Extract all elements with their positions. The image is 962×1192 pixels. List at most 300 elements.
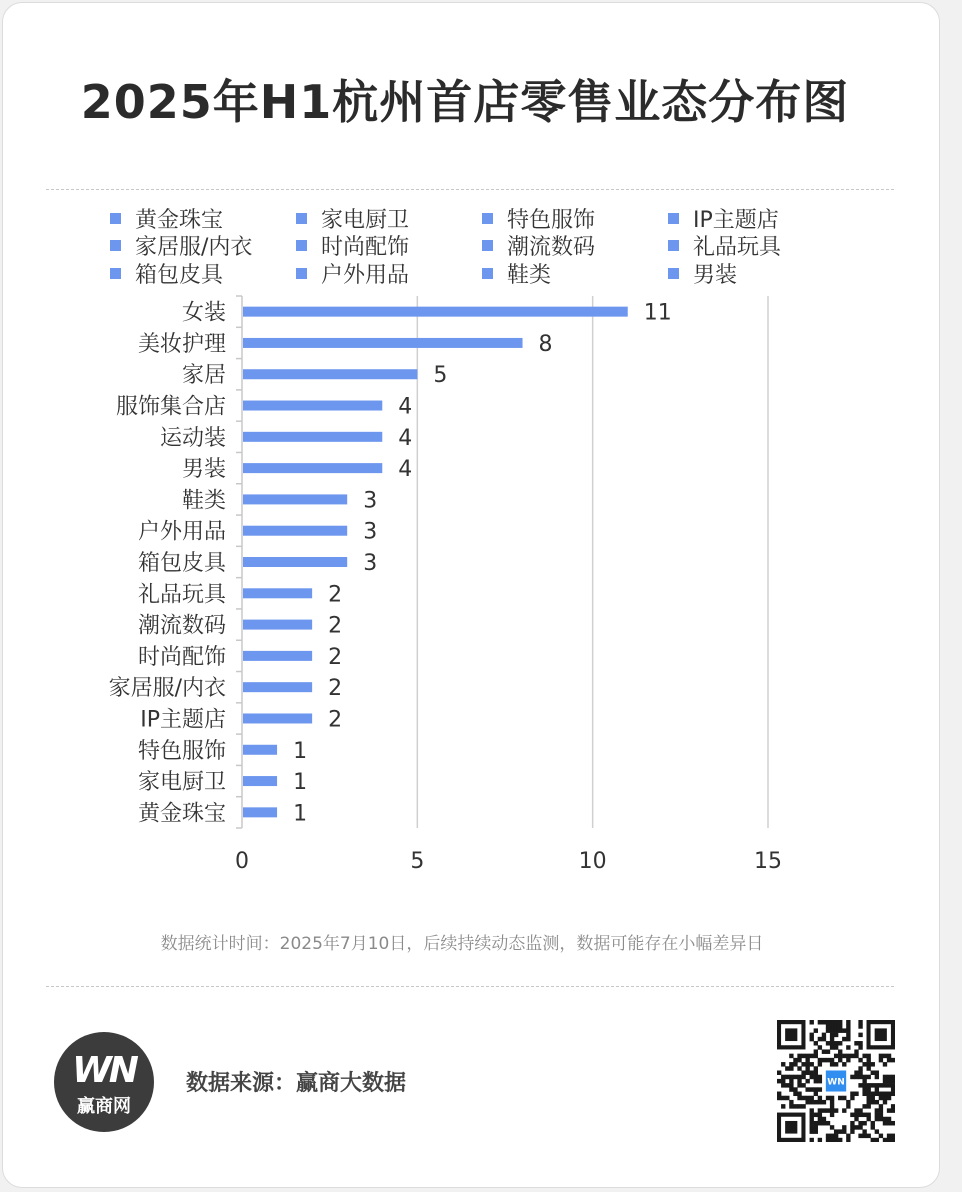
- bar: [243, 588, 312, 598]
- qr-module: [777, 1096, 781, 1101]
- data-label: 3: [363, 551, 378, 576]
- qr-module: [789, 1083, 793, 1088]
- data-label: 2: [328, 676, 343, 702]
- qr-module: [862, 1113, 866, 1118]
- qr-module: [858, 1020, 862, 1025]
- qr-module: [814, 1100, 818, 1105]
- qr-module: [883, 1079, 887, 1084]
- qr-module: [822, 1058, 826, 1063]
- data-label: 5: [433, 363, 448, 389]
- qr-module: [887, 1079, 891, 1084]
- qr-module: [850, 1129, 854, 1134]
- brand-logo: [54, 1032, 154, 1132]
- data-label: 2: [328, 613, 343, 639]
- qr-finder-core: [785, 1121, 797, 1134]
- qr-module: [810, 1125, 814, 1130]
- qr-module: [830, 1020, 834, 1025]
- qr-module: [862, 1087, 866, 1092]
- bar: [243, 745, 277, 755]
- qr-module: [818, 1121, 822, 1126]
- qr-module: [887, 1108, 891, 1113]
- qr-module: [818, 1058, 822, 1063]
- qr-module: [826, 1134, 830, 1139]
- qr-module: [858, 1033, 862, 1038]
- qr-module: [871, 1092, 875, 1097]
- qr-module: [830, 1096, 834, 1101]
- qr-module: [838, 1024, 842, 1029]
- legend-label: 礼品玩具: [693, 234, 782, 260]
- qr-module: [818, 1037, 822, 1042]
- qr-module: [891, 1121, 895, 1126]
- qr-module: [891, 1058, 895, 1063]
- qr-module: [887, 1121, 891, 1126]
- qr-module: [830, 1037, 834, 1042]
- bar: [243, 401, 382, 411]
- qr-module: [814, 1070, 818, 1075]
- qr-module: [818, 1096, 822, 1101]
- qr-module: [887, 1058, 891, 1063]
- qr-module: [818, 1100, 822, 1105]
- qr-module: [814, 1079, 818, 1084]
- qr-module: [887, 1092, 891, 1097]
- category-label: 箱包皮具: [137, 551, 226, 576]
- qr-module: [834, 1020, 838, 1025]
- category-label: 女装: [181, 300, 226, 326]
- qr-module: [805, 1100, 809, 1105]
- qr-module: [858, 1121, 862, 1126]
- qr-module: [858, 1113, 862, 1118]
- qr-module: [830, 1134, 834, 1139]
- qr-module: [871, 1062, 875, 1067]
- qr-module: [834, 1129, 838, 1134]
- qr-module: [883, 1054, 887, 1059]
- bar: [243, 620, 312, 630]
- qr-module: [814, 1087, 818, 1092]
- qr-module: [801, 1104, 805, 1109]
- qr-module: [854, 1075, 858, 1080]
- qr-module: [875, 1083, 879, 1088]
- qr-module: [793, 1087, 797, 1092]
- category-label: 家居: [181, 363, 226, 389]
- qr-module: [826, 1058, 830, 1063]
- qr-module: [834, 1028, 838, 1033]
- qr-module: [871, 1121, 875, 1126]
- qr-module: [810, 1033, 814, 1038]
- qr-module: [834, 1033, 838, 1038]
- qr-module: [834, 1062, 838, 1067]
- qr-module: [850, 1054, 854, 1059]
- qr-module: [830, 1024, 834, 1029]
- qr-module: [797, 1096, 801, 1101]
- qr-module: [838, 1049, 842, 1054]
- qr-module: [871, 1096, 875, 1101]
- legend-label: 户外用品: [321, 262, 410, 288]
- qr-module: [789, 1100, 793, 1105]
- qr-module: [789, 1104, 793, 1109]
- qr-module: [826, 1020, 830, 1025]
- bar: [243, 494, 347, 504]
- qr-module: [867, 1104, 871, 1109]
- legend-label: IP主题店: [693, 207, 779, 233]
- qr-module: [883, 1083, 887, 1088]
- qr-module: [875, 1075, 879, 1080]
- qr-module: [854, 1117, 858, 1122]
- qr-module: [814, 1092, 818, 1097]
- qr-module: [891, 1083, 895, 1088]
- bar: [243, 776, 277, 786]
- category-label: 礼品玩具: [137, 582, 226, 608]
- qr-module: [867, 1113, 871, 1118]
- x-tick-label: 10: [578, 849, 607, 874]
- qr-module: [858, 1134, 862, 1139]
- qr-module: [797, 1104, 801, 1109]
- qr-module: [850, 1121, 854, 1126]
- qr-module: [854, 1049, 858, 1054]
- qr-module: [834, 1024, 838, 1029]
- qr-module: [814, 1075, 818, 1080]
- qr-module: [854, 1070, 858, 1075]
- legend-label: 潮流数码: [507, 234, 596, 260]
- qr-module: [822, 1049, 826, 1054]
- qr-module: [867, 1096, 871, 1101]
- qr-module: [854, 1125, 858, 1130]
- x-tick-label: 0: [235, 849, 249, 874]
- qr-module: [838, 1129, 842, 1134]
- qr-module: [883, 1075, 887, 1080]
- qr-module: [879, 1096, 883, 1101]
- qr-module: [797, 1079, 801, 1084]
- qr-module: [867, 1083, 871, 1088]
- qr-module: [883, 1121, 887, 1126]
- bar: [243, 807, 277, 817]
- qr-module: [785, 1083, 789, 1088]
- qr-module: [818, 1113, 822, 1118]
- qr-module: [862, 1062, 866, 1067]
- data-label: 2: [328, 582, 343, 608]
- qr-module: [810, 1108, 814, 1113]
- qr-module: [887, 1096, 891, 1101]
- bar: [243, 713, 312, 723]
- qr-module: [891, 1104, 895, 1109]
- bar: [243, 463, 382, 473]
- qr-finder-core: [875, 1028, 887, 1041]
- qr-module: [805, 1066, 809, 1071]
- qr-module: [838, 1041, 842, 1046]
- category-label: 家电厨卫: [137, 770, 226, 796]
- qr-module: [805, 1079, 809, 1084]
- qr-module: [858, 1075, 862, 1080]
- category-label: 美妆护理: [137, 331, 226, 357]
- qr-module: [826, 1049, 830, 1054]
- data-source: 数据来源：赢商大数据: [186, 1071, 407, 1096]
- qr-module: [785, 1066, 789, 1071]
- qr-module: [777, 1079, 781, 1084]
- qr-module: [826, 1108, 830, 1113]
- data-label: 4: [398, 425, 413, 451]
- qr-module: [887, 1138, 891, 1142]
- data-label: 4: [398, 457, 413, 483]
- data-label: 1: [293, 738, 308, 764]
- qr-module: [805, 1087, 809, 1092]
- qr-module: [830, 1028, 834, 1033]
- qr-module: [871, 1070, 875, 1075]
- qr-module: [867, 1054, 871, 1059]
- qr-module: [838, 1138, 842, 1142]
- qr-module: [834, 1108, 838, 1113]
- bar: [243, 651, 312, 661]
- qr-module: [846, 1054, 850, 1059]
- qr-module: [842, 1062, 846, 1067]
- qr-module: [846, 1100, 850, 1105]
- legend-label: 箱包皮具: [135, 262, 224, 288]
- qr-module: [810, 1020, 814, 1025]
- qr-logo-text: WN: [827, 1077, 845, 1088]
- qr-module: [805, 1070, 809, 1075]
- qr-module: [858, 1045, 862, 1050]
- qr-module: [891, 1108, 895, 1113]
- data-label: 8: [538, 331, 553, 357]
- qr-module: [781, 1075, 785, 1080]
- qr-module: [781, 1104, 785, 1109]
- qr-module: [818, 1062, 822, 1067]
- qr-module: [834, 1054, 838, 1059]
- legend-label: 家电厨卫: [321, 207, 410, 233]
- qr-module: [826, 1121, 830, 1126]
- qr-module: [858, 1108, 862, 1113]
- qr-module: [850, 1096, 854, 1101]
- qr-module: [785, 1075, 789, 1080]
- qr-module: [846, 1028, 850, 1033]
- qr-module: [883, 1096, 887, 1101]
- qr-module: [789, 1066, 793, 1071]
- qr-module: [822, 1037, 826, 1042]
- qr-module: [838, 1020, 842, 1025]
- qr-module: [879, 1117, 883, 1122]
- qr-module: [891, 1075, 895, 1080]
- qr-module: [850, 1075, 854, 1080]
- qr-module: [797, 1092, 801, 1097]
- category-label: 潮流数码: [137, 613, 226, 639]
- category-label: 黄金珠宝: [137, 801, 226, 827]
- qr-module: [810, 1100, 814, 1105]
- category-label: 家居服/内衣: [108, 676, 226, 702]
- qr-module: [867, 1092, 871, 1097]
- qr-module: [830, 1041, 834, 1046]
- qr-module: [810, 1037, 814, 1042]
- legend-label: 家居服/内衣: [135, 234, 253, 260]
- qr-module: [875, 1108, 879, 1113]
- qr-module: [867, 1058, 871, 1063]
- qr-module: [826, 1028, 830, 1033]
- qr-module: [875, 1138, 879, 1142]
- category-label: 运动装: [159, 425, 226, 451]
- qr-module: [838, 1054, 842, 1059]
- data-label: 1: [293, 770, 308, 796]
- qr-module: [826, 1024, 830, 1029]
- qr-module: [781, 1083, 785, 1088]
- qr-module: [810, 1138, 814, 1142]
- qr-module: [810, 1087, 814, 1092]
- qr-module: [830, 1113, 834, 1118]
- qr-code-icon: [777, 1020, 895, 1142]
- qr-module: [777, 1070, 781, 1075]
- qr-module: [797, 1066, 801, 1071]
- qr-module: [810, 1070, 814, 1075]
- qr-module: [814, 1066, 818, 1071]
- footnote: 数据统计时间：2025年7月10日，后续持续动态监测，数据可能存在小幅差异日: [160, 934, 764, 954]
- qr-module: [830, 1058, 834, 1063]
- qr-module: [842, 1108, 846, 1113]
- legend-label: 时尚配饰: [321, 234, 410, 260]
- qr-module: [854, 1092, 858, 1097]
- qr-module: [834, 1134, 838, 1139]
- qr-module: [846, 1134, 850, 1139]
- qr-module: [858, 1058, 862, 1063]
- qr-module: [854, 1108, 858, 1113]
- qr-module: [891, 1138, 895, 1142]
- qr-module: [789, 1075, 793, 1080]
- qr-module: [781, 1062, 785, 1067]
- qr-module: [830, 1100, 834, 1105]
- qr-module: [805, 1058, 809, 1063]
- qr-module: [805, 1062, 809, 1067]
- qr-module: [810, 1054, 814, 1059]
- qr-module: [891, 1134, 895, 1139]
- legend-label: 特色服饰: [507, 207, 596, 233]
- data-label: 2: [328, 707, 343, 733]
- qr-module: [781, 1079, 785, 1084]
- qr-module: [814, 1028, 818, 1033]
- qr-module: [850, 1113, 854, 1118]
- qr-module: [801, 1096, 805, 1101]
- qr-module: [810, 1096, 814, 1101]
- qr-module: [867, 1134, 871, 1139]
- qr-module: [879, 1113, 883, 1118]
- qr-module: [814, 1049, 818, 1054]
- qr-module: [805, 1096, 809, 1101]
- qr-module: [875, 1129, 879, 1134]
- qr-module: [842, 1028, 846, 1033]
- qr-module: [814, 1121, 818, 1126]
- qr-module: [858, 1066, 862, 1071]
- qr-module: [822, 1117, 826, 1122]
- qr-module: [867, 1062, 871, 1067]
- bar: [243, 557, 347, 567]
- qr-module: [858, 1070, 862, 1075]
- qr-module: [818, 1020, 822, 1025]
- qr-module: [854, 1054, 858, 1059]
- qr-module: [846, 1020, 850, 1025]
- qr-module: [846, 1104, 850, 1109]
- qr-module: [797, 1058, 801, 1063]
- qr-module: [810, 1075, 814, 1080]
- qr-module: [875, 1070, 879, 1075]
- qr-module: [875, 1100, 879, 1105]
- qr-module: [879, 1108, 883, 1113]
- qr-finder-core: [785, 1028, 797, 1041]
- qr-module: [871, 1138, 875, 1142]
- qr-module: [846, 1045, 850, 1050]
- qr-module: [822, 1100, 826, 1105]
- qr-module: [793, 1104, 797, 1109]
- qr-module: [834, 1138, 838, 1142]
- qr-module: [883, 1138, 887, 1142]
- qr-module: [830, 1138, 834, 1142]
- qr-module: [818, 1108, 822, 1113]
- x-tick-label: 5: [410, 849, 425, 874]
- qr-module: [801, 1062, 805, 1067]
- qr-module: [887, 1117, 891, 1122]
- qr-module: [818, 1079, 822, 1084]
- qr-module: [842, 1054, 846, 1059]
- qr-module: [785, 1096, 789, 1101]
- qr-module: [846, 1058, 850, 1063]
- qr-module: [858, 1083, 862, 1088]
- qr-module: [801, 1083, 805, 1088]
- qr-module: [810, 1113, 814, 1118]
- qr-module: [814, 1129, 818, 1134]
- category-label: IP主题店: [140, 707, 226, 733]
- qr-module: [858, 1125, 862, 1130]
- qr-module: [858, 1024, 862, 1029]
- legend-label: 男装: [693, 262, 738, 288]
- qr-module: [862, 1079, 866, 1084]
- qr-module: [879, 1092, 883, 1097]
- qr-module: [862, 1134, 866, 1139]
- qr-module: [879, 1134, 883, 1139]
- x-tick-label: 15: [754, 849, 782, 874]
- qr-module: [846, 1033, 850, 1038]
- qr-module: [879, 1083, 883, 1088]
- qr-module: [842, 1096, 846, 1101]
- data-label: 4: [398, 394, 413, 420]
- qr-module: [822, 1121, 826, 1126]
- qr-module: [838, 1058, 842, 1063]
- qr-module: [818, 1045, 822, 1050]
- data-label: 3: [363, 519, 378, 545]
- qr-module: [834, 1041, 838, 1046]
- qr-module: [830, 1108, 834, 1113]
- qr-module: [830, 1045, 834, 1050]
- qr-module: [797, 1083, 801, 1088]
- qr-module: [834, 1045, 838, 1050]
- qr-module: [862, 1075, 866, 1080]
- category-label: 时尚配饰: [137, 644, 226, 670]
- qr-module: [862, 1104, 866, 1109]
- qr-module: [842, 1125, 846, 1130]
- qr-module: [810, 1129, 814, 1134]
- qr-module: [875, 1113, 879, 1118]
- qr-module: [797, 1054, 801, 1059]
- qr-module: [814, 1113, 818, 1118]
- qr-module: [883, 1062, 887, 1067]
- qr-module: [850, 1125, 854, 1130]
- qr-module: [826, 1096, 830, 1101]
- qr-module: [883, 1117, 887, 1122]
- qr-module: [793, 1092, 797, 1097]
- category-label: 鞋类: [181, 488, 226, 514]
- qr-module: [891, 1092, 895, 1097]
- qr-module: [862, 1092, 866, 1097]
- logo-text: 赢商网: [77, 1096, 131, 1117]
- data-label: 2: [328, 644, 343, 670]
- legend-label: 鞋类: [507, 262, 552, 288]
- qr-module: [854, 1113, 858, 1118]
- qr-module: [879, 1058, 883, 1063]
- qr-module: [822, 1020, 826, 1025]
- qr-module: [789, 1087, 793, 1092]
- qr-module: [789, 1079, 793, 1084]
